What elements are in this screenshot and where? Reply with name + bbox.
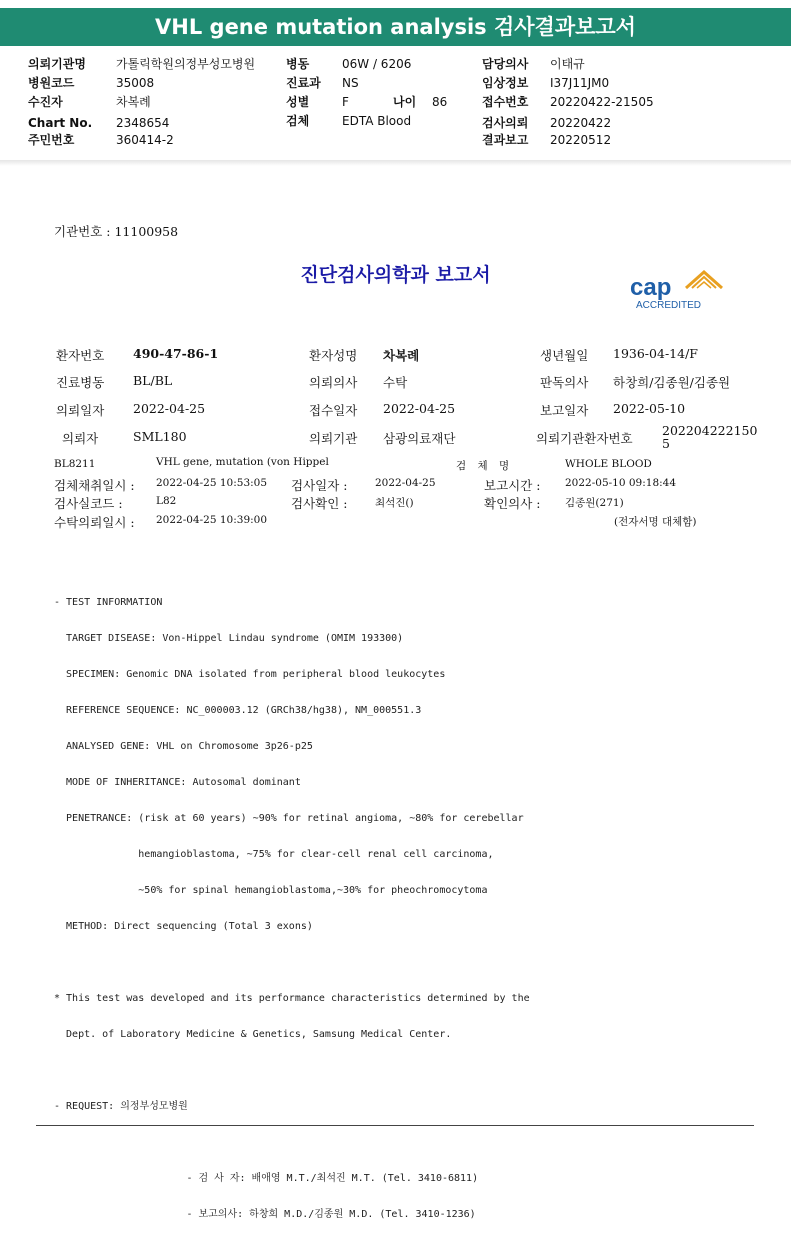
header-value: 06W / 6206 [342,57,412,71]
header-label: 접수번호 [482,95,529,109]
header-label: 결과보고 [482,133,529,147]
field-value: 2022-05-10 [613,401,686,416]
field-label: 판독의사 [540,375,589,390]
meta-value: L82 [156,495,177,507]
field-value: BL/BL [133,373,173,388]
notes-line [54,957,530,969]
header-value: I37J11JM0 [550,76,610,90]
field-value: 202204222150 [662,423,758,438]
header-value: 차복례 [116,95,151,109]
notes-line: - 검 사 자: 배애영 M.T./최석진 M.T. (Tel. 3410-6811) [54,1173,479,1184]
field-value: 490-47-86-1 [133,346,219,361]
header-label: 수진자 [28,95,63,109]
notes-line: PENETRANCE: (risk at 60 years) ~90% for retinal angioma, ~80% for cerebellar [54,813,524,824]
header-label: 담당의사 [482,57,529,71]
request-datetime-value: 2022-04-25 10:39:00 [156,514,268,526]
header-label: 임상정보 [482,76,529,90]
field-label: 의뢰기관환자번호 [536,431,633,446]
notes-line: REFERENCE SEQUENCE: NC_000003.12 (GRCh38/hg38), NM_000551.3 [54,705,422,716]
meta-value: 2022-04-25 10:53:05 [156,477,268,489]
notes-line: MODE OF INHERITANCE: Autosomal dominant [54,777,301,788]
notes-line: METHOD: Direct sequencing (Total 3 exons) [54,921,313,932]
cap-logo-text: cap [630,274,672,301]
header-label: 검사의뢰 [482,116,529,130]
header-label: 의뢰기관명 [28,57,86,71]
notes-line: Dept. of Laboratory Medicine & Genetics, Samsung Medical Center. [54,1029,452,1040]
header-value: 20220422 [550,116,612,130]
header-label: 병원코드 [28,76,75,90]
field-value: 1936-04-14/F [613,346,698,361]
esign-note: (전자서명 대체함) [614,516,697,528]
header-value: F [342,95,349,109]
test-code: BL8211 [54,458,96,470]
specimen-label: 검 체 명 [456,460,510,472]
header-label: Chart No. [28,116,93,130]
header-label: 주민번호 [28,133,75,147]
bottom-divider [36,1125,754,1126]
field-label: 의뢰의사 [309,375,358,390]
field-label: 의뢰자 [62,431,99,446]
header-label: 병동 [286,57,310,71]
field-value: SML180 [133,429,187,444]
header-label: 검체 [286,114,310,128]
meta-value: 2022-04-25 [375,477,436,489]
header-value: 2348654 [116,116,170,130]
field-label: 생년월일 [540,348,589,363]
meta-label: 검체채취일시 : [54,478,135,493]
meta-value: 김종원(271) [565,497,624,509]
meta-label: 보고시간 : [484,478,541,493]
header-value: EDTA Blood [342,114,412,128]
meta-label: 확인의사 : [484,496,541,511]
header-value: 360414-2 [116,133,174,147]
field-value-wrap: 5 [662,436,670,451]
field-label: 의뢰일자 [56,403,105,418]
header-value: 가톨릭학원의정부성모병원 [116,57,256,71]
notes-line: - 보고의사: 하창희 M.D./김종원 M.D. (Tel. 3410-1236) [54,1209,476,1220]
cap-logo-icon [628,268,728,312]
field-value: 하창희/김종원/김종원 [613,375,731,390]
field-label: 보고일자 [540,403,589,418]
institution-number: 기관번호 : 11100958 [54,224,179,239]
notes-line: ANALYSED GENE: VHL on Chromosome 3p26-p25 [54,741,313,752]
document-title: 진단검사의학과 보고서 [300,264,491,286]
specimen-value: WHOLE BLOOD [565,458,652,470]
header-label: 진료과 [286,76,321,90]
notes-line: ~50% for spinal hemangioblastoma,~30% for pheochromocytoma [54,885,488,896]
notes-line: SPECIMEN: Genomic DNA isolated from peripheral blood leukocytes [54,669,446,680]
header-value: NS [342,76,359,90]
test-name: VHL gene, mutation (von Hippel [156,456,329,468]
test-information-notes [54,573,530,1245]
header-value: 35008 [116,76,155,90]
report-title-bar [0,8,791,46]
field-label: 환자번호 [56,348,105,363]
field-value: 삼광의료재단 [383,431,456,446]
field-label: 진료병동 [56,375,105,390]
meta-label: 검사일자 : [291,478,348,493]
header-value: 86 [432,95,448,109]
notes-line: TARGET DISEASE: Von-Hippel Lindau syndrome (OMIM 193300) [54,633,404,644]
request-datetime-label: 수탁의뢰일시 : [54,515,135,530]
meta-value: 최석진() [375,497,414,509]
meta-value: 2022-05-10 09:18:44 [565,477,677,489]
header-value: 20220512 [550,133,612,147]
cap-accredited-logo [628,268,728,312]
field-value: 차복례 [383,348,420,363]
field-value: 수탁 [383,375,408,390]
field-value: 2022-04-25 [133,401,206,416]
header-label: 성별 [286,95,310,109]
meta-label: 검사확인 : [291,496,348,511]
field-value: 2022-04-25 [383,401,456,416]
header-value: 20220422-21505 [550,95,654,109]
notes-line: - TEST INFORMATION [54,597,163,608]
meta-label: 검사실코드 : [54,496,123,511]
field-label: 환자성명 [309,348,358,363]
field-label: 접수일자 [309,403,358,418]
field-label: 의뢰기관 [309,431,358,446]
notes-line: hemangioblastoma, ~75% for clear-cell renal cell carcinoma, [54,849,494,860]
notes-line: - REQUEST: 의정부성모병원 [54,1101,188,1112]
report-title: VHL gene mutation analysis 검사결과보고서 [155,15,636,39]
cap-accredited-text: ACCREDITED [636,300,702,311]
header-label: 나이 [393,95,417,109]
header-value: 이태규 [550,57,585,71]
header-divider [0,160,791,166]
notes-line [54,1065,530,1077]
notes-line: * This test was developed and its performance characteristics determined by the [54,993,530,1004]
